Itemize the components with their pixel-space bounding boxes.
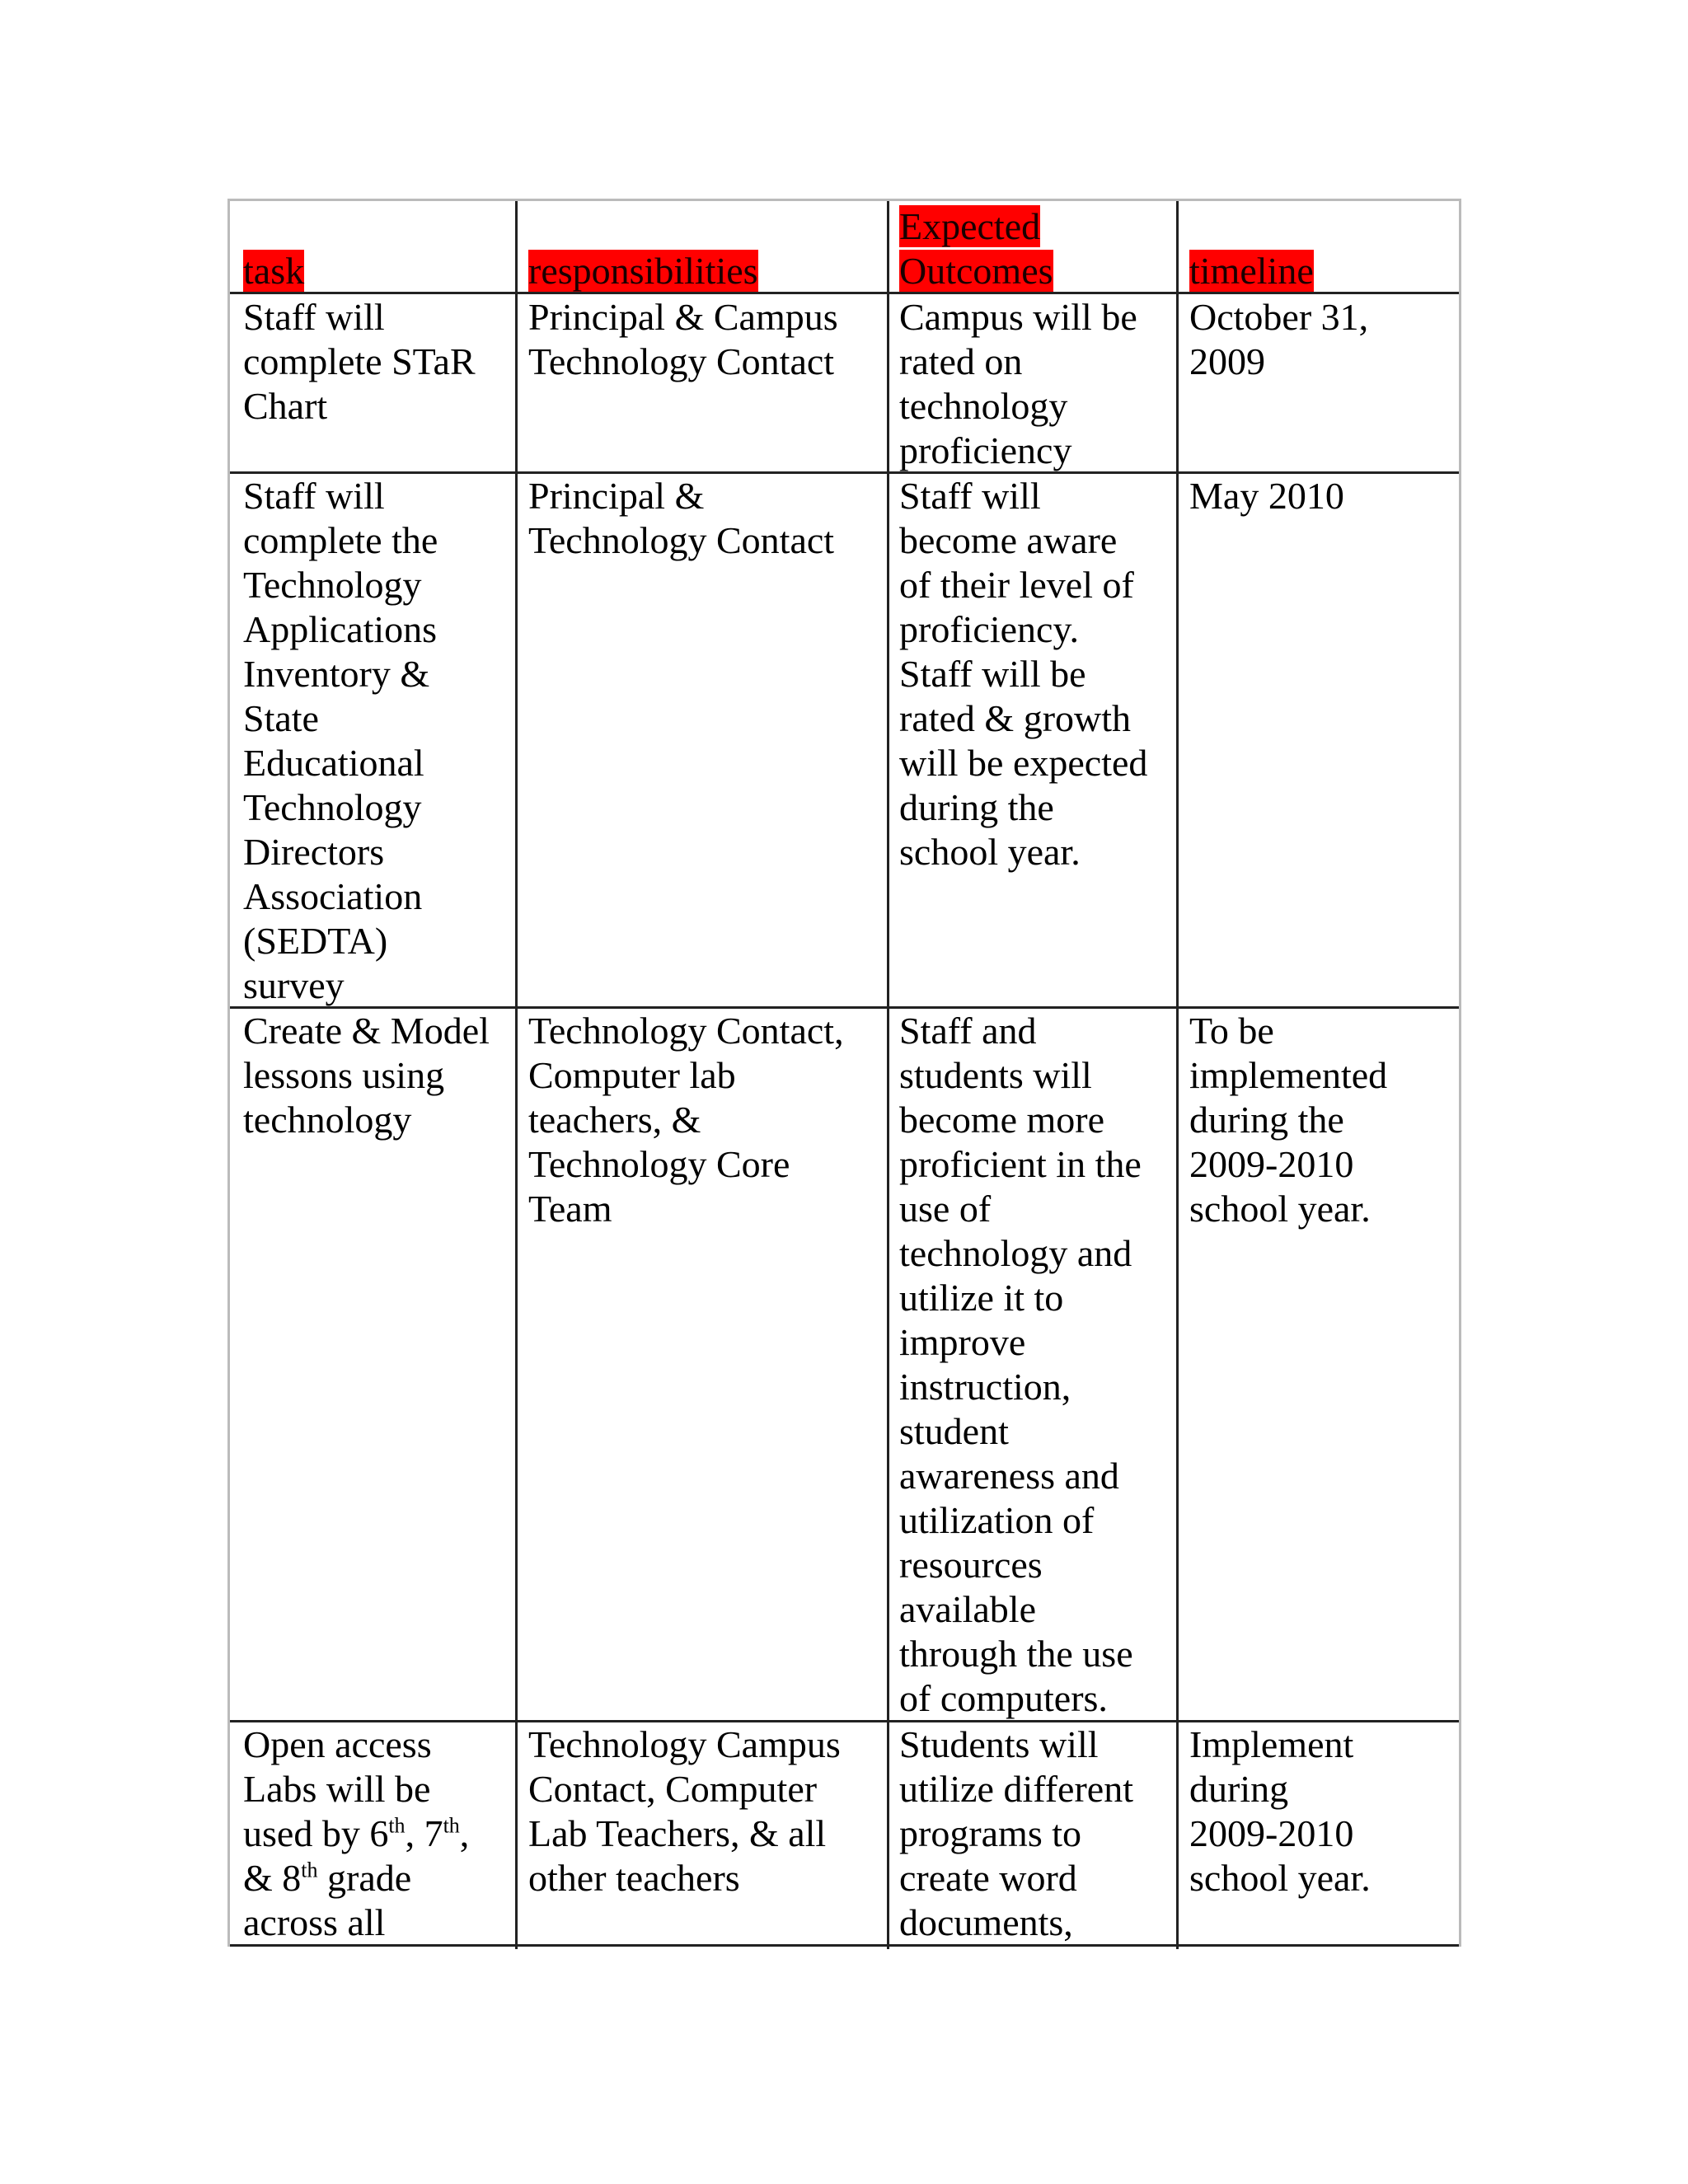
header-task-label: task [243,250,305,292]
row1-timeline: October 31, 2009 [1189,296,1369,382]
row3-outcomes: Staff and students will become more proficient in the use of technology and utilize it to improve instruction, student awareness and utilization of resources available through the use of computers. [899,1010,1142,1719]
row4-task-line3a: used by 6 [243,1812,389,1854]
header-expected-outcomes [899,204,1053,293]
row2-responsibilities: Principal & Technology Contact [528,475,835,561]
row3-responsibilities: Technology Contact, Computer lab teachers, & Technology Core Team [528,1010,844,1230]
header-responsibilities-label: responsibilities [528,250,758,292]
plan-table [227,199,1461,1947]
header-responsibilities [528,204,758,293]
column-divider [1176,201,1179,1949]
row4-task-line2: Labs will be [243,1768,431,1810]
row2-task: Staff will complete the Technology Applications Inventory & State Educational Technology Directors Association (SEDTA) survey [243,475,438,1006]
column-divider [887,201,889,1949]
row2-timeline: May 2010 [1189,475,1344,517]
row4-task-line5: across all [243,1901,386,1943]
row1-responsibilities: Principal & Campus Technology Contact [528,296,838,382]
row3-task: Create & Model lessons using technology [243,1010,490,1141]
row4-responsibilities: Technology Campus Contact, Computer Lab Teachers, & all other teachers [528,1723,841,1899]
header-outcomes-label: Outcomes [899,250,1053,292]
header-task [243,204,304,293]
row4-timeline: Implement during 2009-2010 school year. [1189,1723,1371,1899]
row3-timeline: To be implemented during the 2009-2010 school year. [1189,1010,1388,1230]
row1-task: Staff will complete STaR Chart [243,296,476,427]
ordinal-suffix: th [301,1858,318,1882]
ordinal-suffix: th [388,1813,406,1838]
header-timeline [1189,204,1314,293]
row4-task-line4b: grade [317,1857,412,1899]
header-timeline-label: timeline [1189,250,1314,292]
column-divider [515,201,518,1949]
row1-outcomes: Campus will be rated on technology proficiency [899,296,1137,471]
row4-task-line4a: & 8 [243,1857,302,1899]
row4-task-line1: Open access [243,1723,432,1765]
row2-outcomes: Staff will become aware of their level of proficiency. Staff will be rated & growth will be expected during the school year. [899,475,1148,873]
ordinal-suffix: th [443,1813,460,1838]
header-expected-label: Expected [899,205,1041,247]
row4-outcomes: Students will utilize different programs to create word documents, [899,1723,1133,1943]
row4-task-line3b: , 7 [405,1812,443,1854]
row4-task [243,1722,469,1945]
row4-task-line3c: , [459,1812,470,1854]
